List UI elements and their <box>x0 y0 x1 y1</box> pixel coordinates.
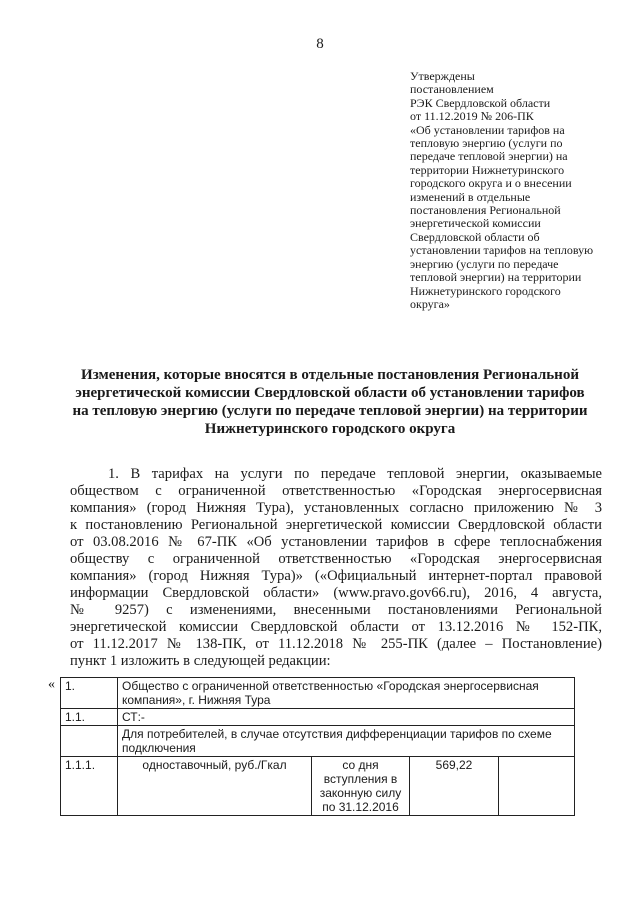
body-paragraph <box>70 466 602 670</box>
opening-quote-mark: « <box>48 677 55 692</box>
table-row <box>61 678 575 709</box>
table-row <box>61 726 575 757</box>
paragraph-line: к постановлению Региональной энергетической комиссии Свердловской области <box>70 517 602 533</box>
approval-line: энергию (услуги по передаче <box>410 256 559 271</box>
row-number: 1.1.1. <box>61 757 118 816</box>
paragraph-line: энергетической комиссии Свердловской области от 13.12.2016 № 152-ПК, <box>70 619 602 635</box>
approval-line: территории Нижнетуринского <box>410 162 565 177</box>
approval-line: Нижнетуринского городского <box>410 283 561 298</box>
tariff-type-cell: одноставочный, руб./Гкал <box>118 757 312 816</box>
approval-line: Свердловской области об <box>410 229 540 244</box>
paragraph-line: 1. В тарифах на услуги по передаче тепловой энергии, оказываемые <box>108 466 602 482</box>
approval-line: постановления Региональной <box>410 203 561 218</box>
validity-period-cell: со дня вступления в законную силу по 31.12.2016 <box>312 757 410 816</box>
paragraph-line: от 11.12.2017 № 138-ПК, от 11.12.2018 № 255-ПК (далее – Постановление) <box>70 636 602 652</box>
table-row <box>61 709 575 726</box>
paragraph-line: от 03.08.2016 № 67-ПК «Об установлении тарифов в сфере теплоснабжения <box>70 534 602 550</box>
approval-line: Утверждены <box>410 69 475 83</box>
approval-line: РЭК Свердловской области <box>410 95 551 110</box>
paragraph-line: информации Свердловской области» (www.pravo.gov66.ru), 2016, 4 августа, <box>70 585 602 601</box>
heading-line: Изменения, которые вносятся в отдельные постановления Региональной <box>81 367 579 383</box>
approval-line: тепловой энергии) на территории <box>410 270 582 285</box>
paragraph-line: № 9257) с изменениями, внесенными постановлениями Региональной <box>70 602 602 618</box>
paragraph-line: обществу с ограниченной ответственностью «Городская энергосервисная <box>70 551 602 567</box>
tariff-table <box>60 677 575 816</box>
approval-line: «Об установлении тарифов на <box>410 122 565 137</box>
paragraph-line: компания» (город Нижняя Тура), установленных согласно приложению № 3 <box>70 500 602 516</box>
heading-line: энергетической комиссии Свердловской области об установлении тарифов <box>75 385 585 401</box>
document-heading <box>60 366 600 438</box>
approval-line: изменений в отдельные <box>410 189 531 204</box>
empty-cell <box>499 757 575 816</box>
row-number: 1.1. <box>61 709 118 726</box>
approval-line: городского округа и о внесении <box>410 176 572 191</box>
page-number: 8 <box>316 36 324 52</box>
table-row <box>61 757 575 816</box>
tariff-system-cell: СТ:- <box>118 709 575 726</box>
approval-line: округа» <box>410 296 450 311</box>
organization-name: Общество с ограниченной ответственностью «Городская энергосервисная компания», г. Нижняя Тура <box>118 678 575 709</box>
approval-line: тепловую энергию (услуги по <box>410 136 563 151</box>
approval-line: энергетической комиссии <box>410 216 541 231</box>
tariff-value-cell: 569,22 <box>410 757 499 816</box>
paragraph-line: обществом с ограниченной ответственностью «Городская энергосервисная <box>70 483 602 499</box>
empty-cell <box>61 726 118 757</box>
approval-line: установлении тарифов на тепловую <box>410 243 594 258</box>
paragraph-line: пункт 1 изложить в следующей редакции: <box>70 653 331 669</box>
paragraph-line: компания» (город Нижняя Тура)» («Официальный интернет-портал правовой <box>70 568 602 584</box>
approval-line: от 11.12.2019 № 206-ПК <box>410 109 534 124</box>
approval-line: постановлением <box>410 82 494 97</box>
row-number: 1. <box>61 678 118 709</box>
consumer-category-cell: Для потребителей, в случае отсутствия дифференциации тарифов по схеме подключения <box>118 726 575 757</box>
heading-line: Нижнетуринского городского округа <box>204 421 456 437</box>
approval-block <box>410 70 615 311</box>
approval-line: передаче тепловой энергии) на <box>410 149 568 164</box>
heading-line: на тепловую энергию (услуги по передаче тепловой энергии) на территории <box>72 403 588 419</box>
